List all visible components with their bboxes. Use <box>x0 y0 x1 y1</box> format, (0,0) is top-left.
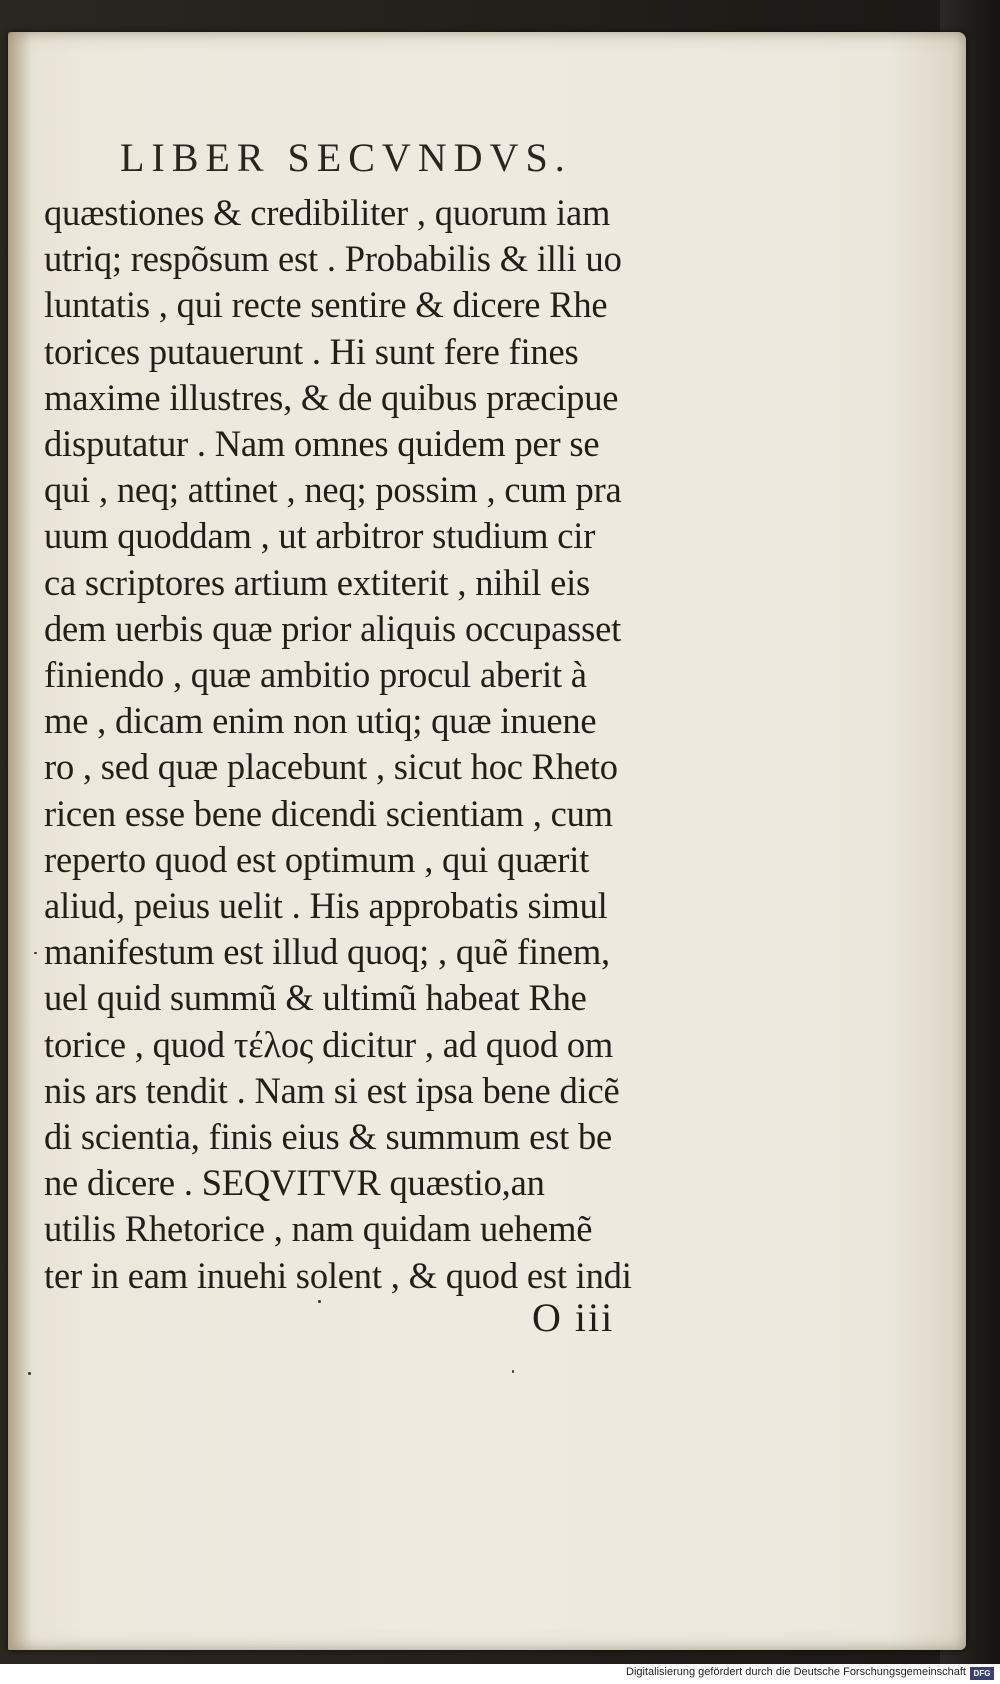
text-line: ca scriptores artium extiterit , nihil eis <box>44 561 591 603</box>
text-line: quæstiones & credibiliter , quorum iam <box>44 192 611 233</box>
text-line: finiendo , quæ ambitio procul aberit à <box>44 654 587 696</box>
text-line: ricen esse bene dicendi scientiam , cum <box>44 792 613 834</box>
text-line: maxime illustres, & de quibus præcipue <box>44 376 619 418</box>
text-line: ter in eam inuehi solent , & quod est indi <box>44 1254 632 1296</box>
signature-mark: O iii <box>532 1295 615 1340</box>
digitization-credit: Digitalisierung gefördert durch die Deutsche Forschungsgemeinschaft <box>626 1666 966 1678</box>
text-line: uum quoddam , ut arbitror studium cir <box>44 515 596 557</box>
text-line: manifestum est illud quoq; , quẽ finem, <box>44 931 610 973</box>
text-line: disputatur . Nam omnes quidem per se <box>44 423 600 465</box>
text-line: me , dicam enim non utiq; quæ inuene <box>44 700 597 742</box>
text-line: uel quid summũ & ultimũ habeat Rhe <box>44 977 587 1019</box>
text-line: qui , neq; attinet , neq; possim , cum pra <box>44 469 622 511</box>
text-line: utriq; respõsum est . Probabilis & illi uo <box>44 238 622 280</box>
text-line: aliud, peius uelit . His approbatis simul <box>44 885 608 927</box>
ink-speck <box>512 1370 514 1373</box>
ink-speck <box>34 952 37 954</box>
body-text <box>44 190 704 1299</box>
ink-speck <box>318 1300 321 1303</box>
text-line: utilis Rhetorice , nam quidam uehemẽ <box>44 1208 593 1250</box>
text-line: torices putauerunt . Hi sunt fere fines <box>44 330 579 372</box>
text-line: luntatis , qui recte sentire & dicere Rhe <box>44 284 608 326</box>
dfg-logo: DFG <box>970 1667 994 1680</box>
ink-speck <box>28 1372 31 1375</box>
text-line: di scientia, finis eius & summum est be <box>44 1116 613 1158</box>
text-line: reperto quod est optimum , qui quærit <box>44 838 590 880</box>
text-line: dem uerbis quæ prior aliquis occupasset <box>44 607 622 649</box>
text-line: ro , sed quæ placebunt , sicut hoc Rheto <box>44 746 618 788</box>
running-head: LIBER SECVNDVS. <box>120 135 572 180</box>
text-line: nis ars tendit . Nam si est ipsa bene dicẽ <box>44 1069 620 1111</box>
text-line: torice , quod τέλος dicitur , ad quod om <box>44 1023 614 1065</box>
text-line: ne dicere . SEQVITVR quæstio,an <box>44 1162 545 1204</box>
